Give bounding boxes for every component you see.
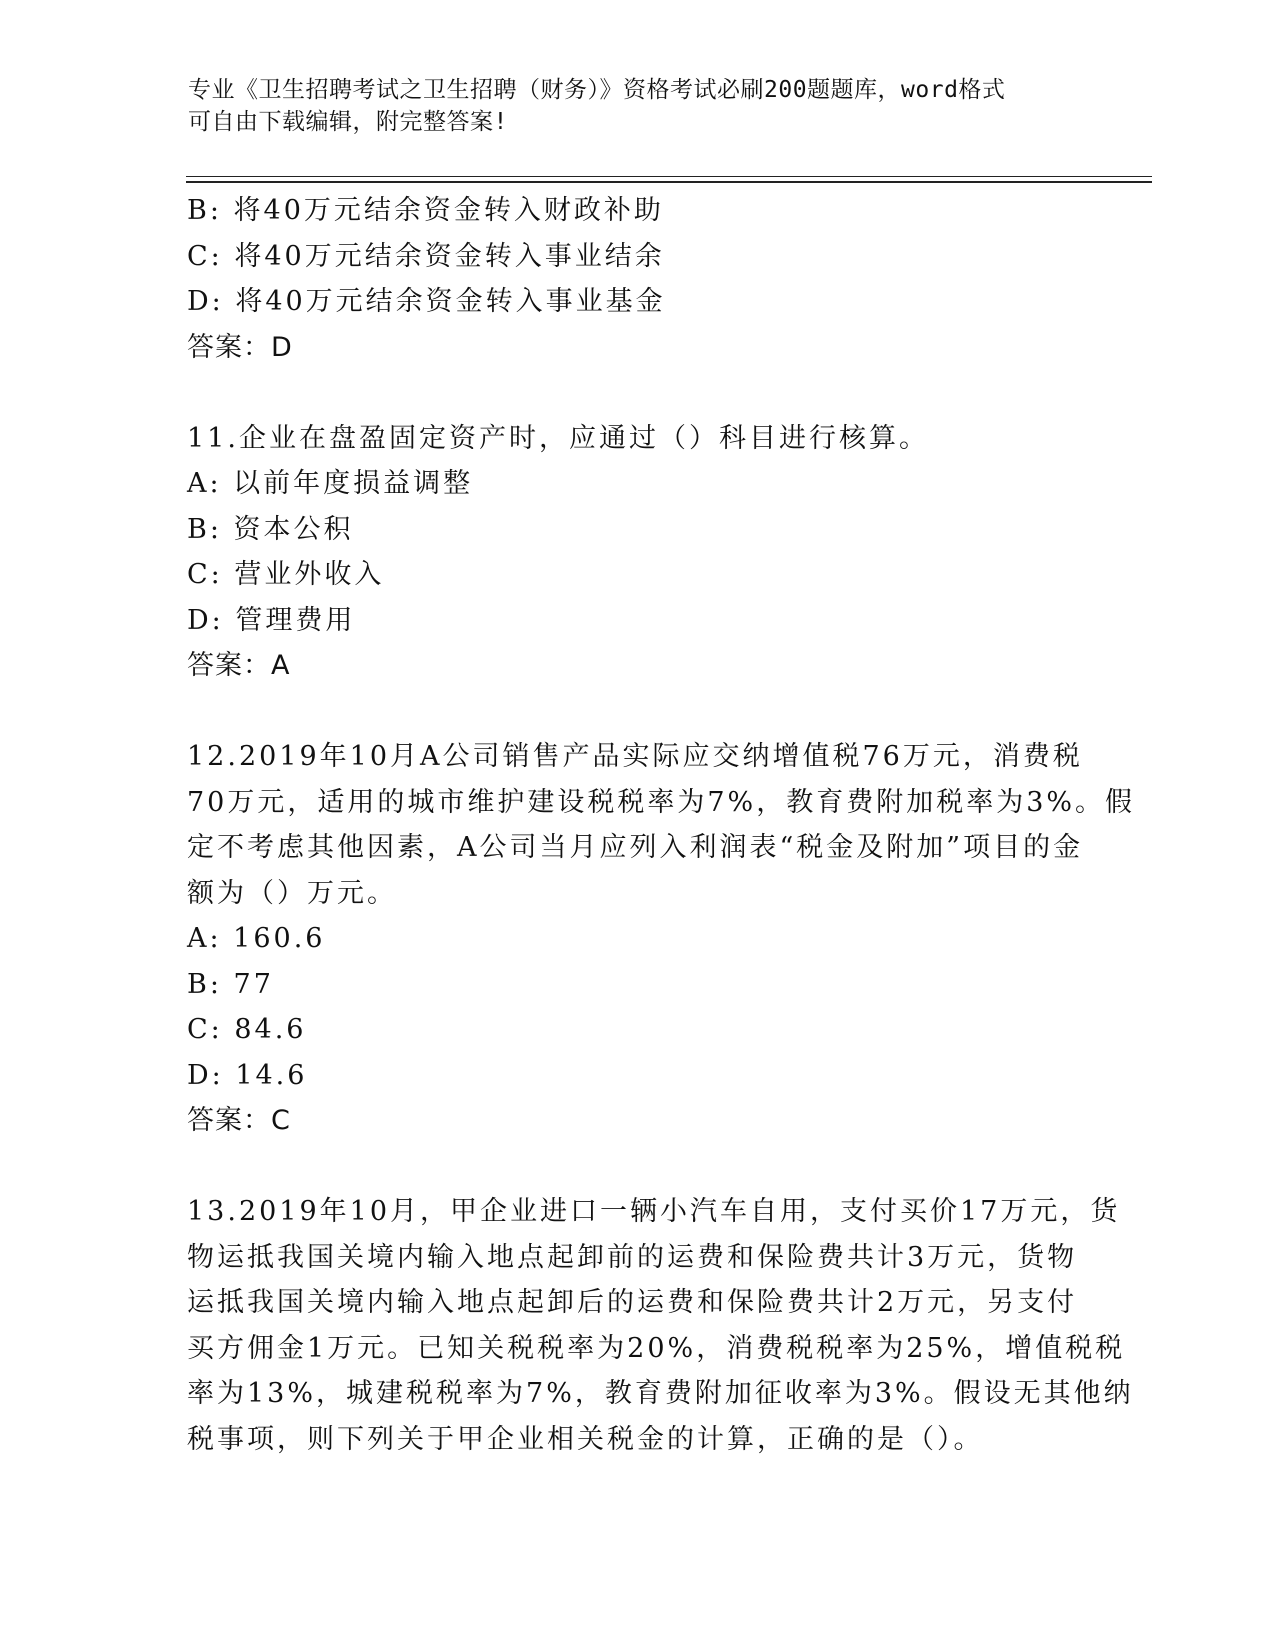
option-b: B: 将40万元结余资金转入财政补助 — [187, 195, 664, 226]
header-title-line-2: 可自由下载编辑，附完整答案! — [188, 109, 508, 135]
question-13-block — [187, 1189, 1134, 1462]
answer-label: 答案：A — [187, 650, 291, 681]
header-divider-thick — [186, 181, 1152, 183]
option-d: D: 14.6 — [187, 1059, 308, 1091]
option-a: A: 160.6 — [187, 923, 326, 954]
question-10-block — [187, 188, 1087, 370]
spacer — [187, 1144, 1087, 1190]
option-c: C: 营业外收入 — [187, 559, 385, 590]
question-12-block — [187, 734, 1136, 1144]
option-c: C: 84.6 — [187, 1014, 307, 1045]
question-line: 定不考虑其他因素，A公司当月应列入利润表“税金及附加”项目的金 — [187, 832, 1084, 863]
option-c: C: 将40万元结余资金转入事业结余 — [187, 240, 665, 272]
option-d: D: 将40万元结余资金转入事业基金 — [187, 286, 666, 317]
question-line: 70万元，适用的城市维护建设税税率为7%，教育费附加税率为3%。假 — [187, 786, 1136, 818]
question-line: 物运抵我国关境内输入地点起卸前的运费和保险费共计3万元，货物 — [187, 1241, 1078, 1273]
question-text: 11.企业在盘盈固定资产时，应通过（）科目进行核算。 — [187, 422, 929, 454]
header-title-line-1: 专业《卫生招聘考试之卫生招聘（财务）》资格考试必刷200题题库，word格式 — [188, 77, 1006, 103]
question-line: 13.2019年10月，甲企业进口一辆小汽车自用，支付买价17万元，货 — [187, 1196, 1121, 1227]
option-b: B: 77 — [187, 968, 274, 1000]
question-line: 运抵我国关境内输入地点起卸后的运费和保险费共计2万元，另支付 — [187, 1287, 1078, 1318]
question-line: 税事项，则下列关于甲企业相关税金的计算，正确的是（）。 — [187, 1423, 984, 1455]
option-a: A: 以前年度损益调整 — [187, 468, 474, 499]
question-line: 12.2019年10月A公司销售产品实际应交纳增值税76万元，消费税 — [187, 741, 1083, 772]
question-line: 率为13%，城建税税率为7%，教育费附加征收率为3%。假设无其他纳 — [187, 1378, 1134, 1409]
spacer — [187, 370, 1087, 416]
question-content — [187, 188, 1136, 1462]
option-d: D: 管理费用 — [187, 604, 356, 636]
answer-label: 答案：C — [187, 1105, 291, 1136]
question-text — [187, 1189, 1134, 1462]
question-line: 额为（）万元。 — [187, 877, 397, 909]
header-divider-thin — [186, 176, 1152, 177]
option-b: B: 资本公积 — [187, 513, 354, 545]
question-text — [187, 734, 1136, 916]
question-11-block — [187, 416, 1087, 689]
question-line: 买方佣金1万元。已知关税税率为20%，消费税税率为25%，增值税税 — [187, 1332, 1126, 1364]
answer-label: 答案：D — [187, 331, 293, 363]
page-header — [188, 74, 1068, 138]
spacer — [187, 689, 1087, 735]
